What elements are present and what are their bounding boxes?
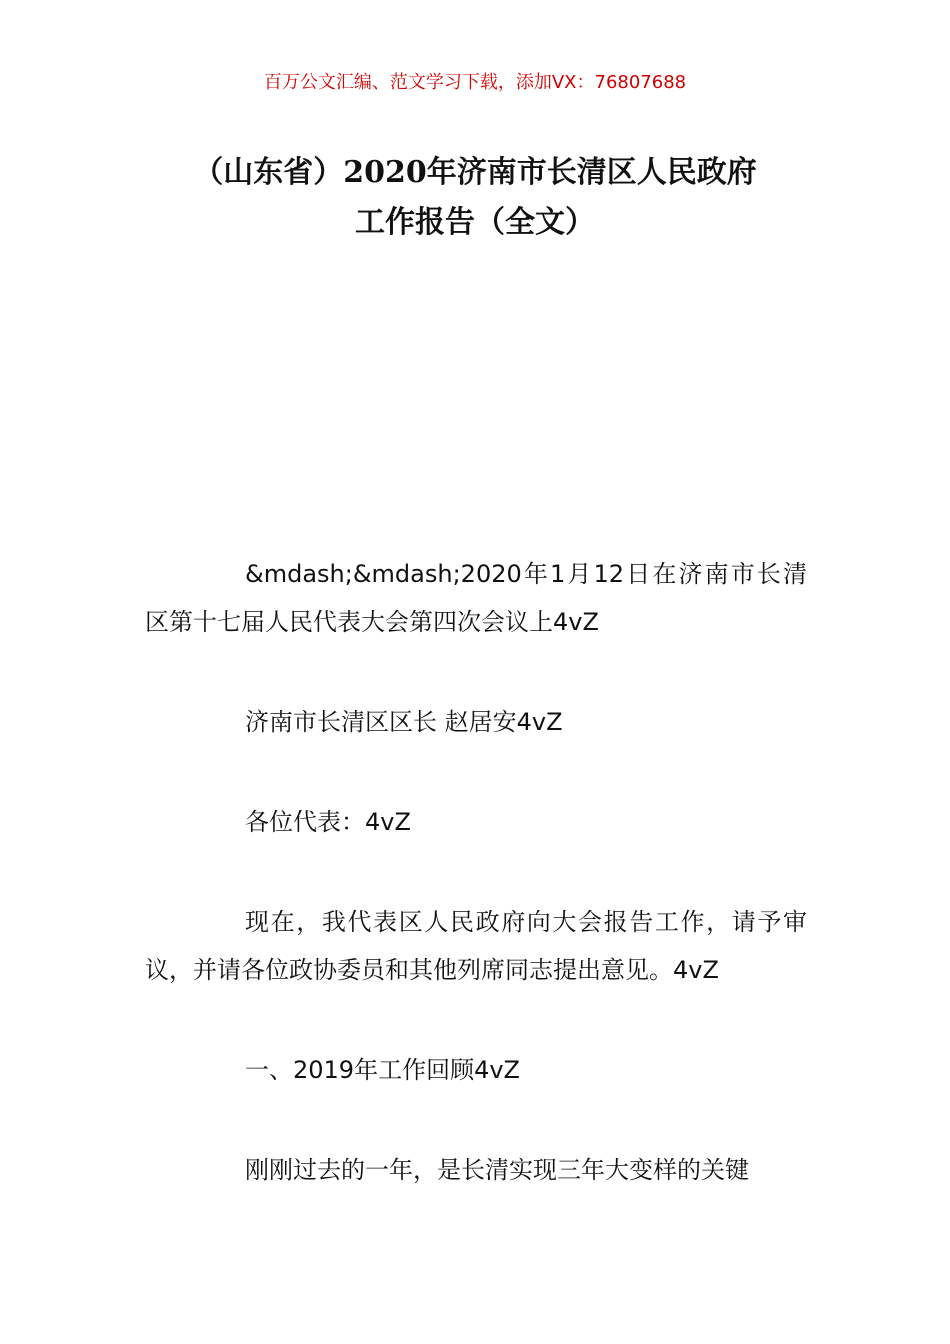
paragraph-salutation: 各位代表：4vZ: [245, 808, 411, 836]
paragraph-intro: 现在，我代表区人民政府向大会报告工作，请予审议，并请各位政协委员和其他列席同志提出意见。4vZ: [145, 908, 807, 984]
page-title: [145, 148, 805, 248]
title-line-1: （山东省）2020年济南市长清区人民政府: [193, 155, 757, 190]
document-body: [145, 550, 807, 1246]
section-heading: 一、2019年工作回顾4vZ: [245, 1056, 520, 1084]
title-line-2: 工作报告（全文）: [355, 205, 595, 240]
paragraph-author: 济南市长清区区长 赵居安4vZ: [245, 708, 563, 736]
header-note: 百万公文汇编、范文学习下载，添加VX：76807688: [263, 72, 687, 93]
paragraph-review: 刚刚过去的一年，是长清实现三年大变样的关键: [245, 1156, 749, 1184]
paragraph-meeting-info: &mdash;&mdash;2020年1月12日在济南市长清区第十七届人民代表大会第四次会议上4vZ: [145, 560, 807, 636]
